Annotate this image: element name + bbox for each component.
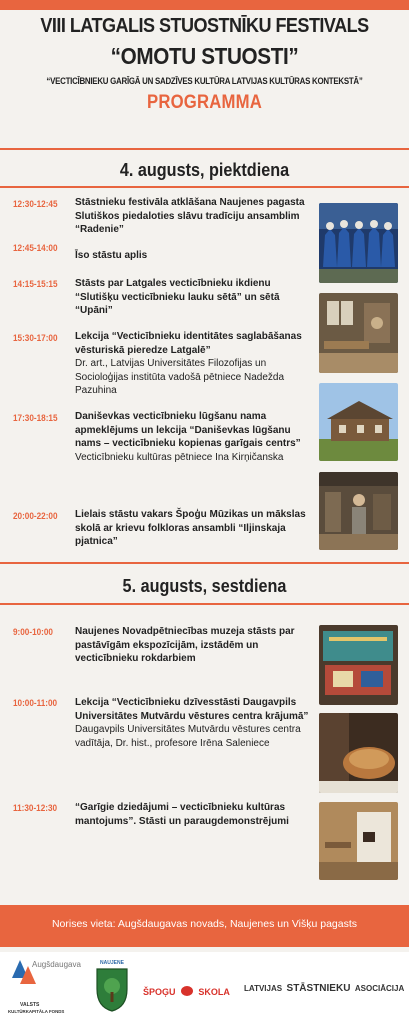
- event-item: [75, 277, 311, 318]
- festival-name: “OMOTU STUOSTI”: [110, 43, 299, 69]
- event-title: “Garīgie dziedājumi – vecticībnieku kultūras mantojums”. Stāsti un paraugdemonstrējumi: [75, 802, 289, 827]
- coat-of-arms-icon: [94, 966, 130, 1014]
- event-time: 12:45-14:00: [13, 243, 58, 254]
- prayer-house-photo: [319, 383, 398, 461]
- augsdaugava-logo: Augšdaugava: [32, 960, 81, 969]
- event-time: 11:30-12:30: [13, 803, 58, 814]
- day1-title: 4. augusts, piektdiena: [119, 160, 290, 180]
- top-accent-strip: [0, 0, 409, 10]
- event-title: Daniševkas vecticībnieku lūgšanu nama apmeklējums un lekcija “Daniševkas lūgšanu nams – vecticībnieku kopienas garīgais centrs”: [75, 411, 301, 449]
- bread-photo: [319, 713, 398, 793]
- event-item: [75, 625, 311, 666]
- event-item: [75, 196, 311, 237]
- event-title: Naujenes Novadpētniecības muzeja stāsts par pastāvīgām ekspozīcijām, izstādēm un vecticībnieku rokdarbiem: [75, 626, 295, 664]
- assoc-asociacija: ASOCIĀCIJA: [354, 984, 405, 993]
- programme-heading: PROGRAMMA: [147, 92, 262, 113]
- event-item: [75, 330, 311, 398]
- folk-ensemble-photo: [319, 203, 398, 283]
- event-item: [75, 696, 311, 750]
- divider: [0, 562, 409, 564]
- naujene-label: NAUJENE: [100, 960, 124, 966]
- divider: [0, 186, 409, 188]
- event-time: 17:30-18:15: [13, 413, 58, 424]
- event-time: 20:00-22:00: [13, 511, 58, 522]
- spogu-skola-logo: [143, 982, 233, 1002]
- event-item: [75, 249, 311, 263]
- event-title: Lekcija “Vecticībnieku identitātes saglabāšanas vēsturiskā pieredze Latgalē”: [75, 331, 302, 356]
- naujene-coat-of-arms: [94, 960, 130, 1018]
- spogu-dot-icon: [181, 986, 193, 996]
- farmhouse-interior-photo: [319, 293, 398, 373]
- event-time: 14:15-15:15: [13, 279, 58, 290]
- vkkf-label-1: VALSTS: [20, 1002, 40, 1008]
- event-item: [75, 801, 311, 828]
- event-speaker: Dr. art., Latvijas Universitātes Filozofijas un Socioloģijas institūta vadošā pētniece Nadežda Pazuhina: [75, 358, 285, 396]
- event-speaker: Vecticībnieku kultūras pētniece Ina Kirņičanska: [75, 451, 284, 463]
- event-title: Lekcija “Vecticībnieku dzīvesstāsti Daugavpils Universitātes Mutvārdu vēstures centra krājumā”: [75, 697, 309, 722]
- storytellers-association-logo: [244, 978, 406, 1006]
- assoc-latvijas: LATVIJAS: [244, 984, 283, 993]
- header: [0, 14, 409, 114]
- festival-theme: “VECTICĪBNIEKU GARĪGĀ UN SADZĪVES KULTŪRA LATVIJAS KULTŪRAS KONTEKSTĀ”: [46, 76, 363, 86]
- vkkf-label-2: KULTŪRKAPITĀLA FONDS: [8, 1009, 65, 1014]
- day2-title: 5. augusts, sestdiena: [122, 576, 287, 596]
- festival-title: VIII LATGALIS STUOSTNĪKU FESTIVALS: [40, 14, 369, 37]
- event-time: 12:30-12:45: [13, 199, 58, 210]
- event-time: 10:00-11:00: [13, 698, 58, 709]
- event-time: 15:30-17:00: [13, 333, 58, 344]
- event-time: 9:00-10:00: [13, 627, 53, 638]
- sponsor-logos: [0, 952, 409, 1024]
- event-location: Norises vieta: Augšdaugavas novads, Naujenes un Višķu pagasts: [51, 918, 358, 930]
- event-title: Stāstnieku festivāla atklāšana Naujenes pagasta Slutiškos piedaloties slāvu tradīciju ansamblim “Radenie”: [75, 197, 305, 235]
- assoc-stastnieku: STĀSTNIEKU: [286, 983, 351, 994]
- museum-chest-photo: [319, 625, 398, 705]
- event-item: [75, 410, 311, 464]
- event-title: Stāsts par Latgales vecticībnieku ikdienu “Slutišķu vecticībnieku lauku sētā” un sētā “Upāni”: [75, 278, 280, 316]
- event-speaker: Daugavpils Universitātes Mutvārdu vēstures centra vadītāja, Dr. hist., profesore Irēna Saleniece: [75, 724, 301, 749]
- skola-text: SKOLA: [198, 987, 230, 997]
- event-item: [75, 508, 311, 549]
- spogu-text: ŠPOĢU: [143, 987, 176, 997]
- storyteller-photo: [319, 472, 398, 550]
- stove-room-photo: [319, 802, 398, 880]
- event-title: Īso stāstu aplis: [75, 250, 148, 261]
- event-title: Lielais stāstu vakars Špoģu Mūzikas un mākslas skolā ar krievu folkloras ansambli “Iljinskaja pjatnica”: [75, 509, 306, 547]
- divider: [0, 148, 409, 150]
- divider: [0, 603, 409, 605]
